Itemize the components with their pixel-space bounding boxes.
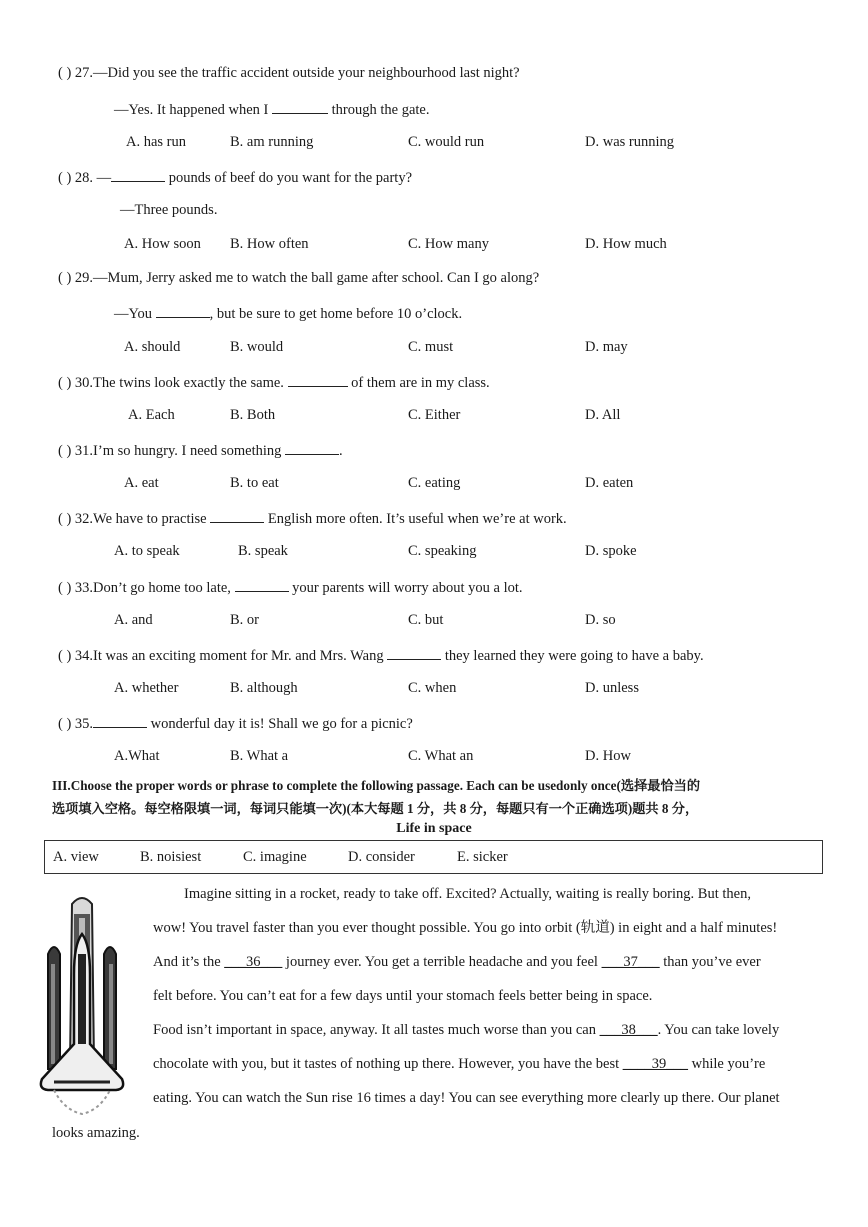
word-option-d[interactable]: D. consider [348,849,415,865]
option-b[interactable]: B. am running [230,134,314,150]
answer-paren: ( ) [58,648,72,664]
option-d[interactable]: D. How [585,748,631,764]
section-heading-line-1: III.Choose the proper words or phrase to complete the following passage. Each can be usedonly once(选择最恰当的 [52,778,701,793]
question-33: ( ) 33.Don’t go home too late, your parents will worry about you a lot. [58,577,523,597]
option-b[interactable]: B. Both [230,407,276,423]
option-c[interactable]: C. but [408,612,444,628]
blank-38[interactable]: ___38___ [599,1022,658,1038]
word-option-b[interactable]: B. noisiest [140,849,202,865]
blank[interactable] [111,167,165,182]
passage-line: Imagine sitting in a rocket, ready to take off. Excited? Actually, waiting is really boring. But then, [184,886,751,902]
question-29-answer: —You , but be sure to get home before 10 o’clock. [114,303,462,323]
question-30: ( ) 30.The twins look exactly the same. of them are in my class. [58,372,490,392]
blank[interactable] [235,577,289,592]
option-d[interactable]: D. spoke [585,543,637,559]
option-d[interactable]: D. was running [585,134,675,150]
option-b[interactable]: B. to eat [230,475,279,491]
question-27: ( ) 27.—Did you see the traffic accident outside your neighbourhood last night? [58,65,520,81]
option-a[interactable]: A. whether [114,680,179,696]
word-option-c[interactable]: C. imagine [243,849,307,865]
blank[interactable] [156,303,210,318]
answer-paren: ( ) [58,375,72,391]
blank-39[interactable]: ____39___ [622,1056,688,1072]
question-32: ( ) 32.We have to practise English more often. It’s useful when we’re at work. [58,508,567,528]
option-d[interactable]: D. unless [585,680,639,696]
option-c[interactable]: C. Either [408,407,461,423]
option-a[interactable]: A. has run [126,134,187,150]
question-34: ( ) 34.It was an exciting moment for Mr. and Mrs. Wang they learned they were going to have a baby. [58,645,704,665]
question-27-answer: —Yes. It happened when I through the gate. [114,99,429,119]
blank[interactable] [93,713,147,728]
passage-line: Food isn’t important in space, anyway. It all tastes much worse than you can ___38___. You can take lovely [153,1022,780,1038]
option-c[interactable]: C. would run [408,134,485,150]
answer-paren: ( ) [58,511,72,527]
option-d[interactable]: D. so [585,612,616,628]
answer-paren: ( ) [58,580,72,596]
option-d[interactable]: D. All [585,407,621,423]
blank[interactable] [387,645,441,660]
section-heading-line-2: 选项填入空格。每空格限填一词，每词只能填一次)(本大每题 1 分，共 8 分，每题只有一个正确选项)题共 8 分， [52,801,699,816]
option-b[interactable]: B. although [230,680,298,696]
option-a[interactable]: A. eat [124,475,159,491]
option-c[interactable]: C. eating [408,475,461,491]
answer-paren: ( ) [58,170,72,186]
option-c[interactable]: C. speaking [408,543,477,559]
passage-line: wow! You travel faster than you ever thought possible. You go into orbit (轨道) in eight and a half minutes! [153,920,778,936]
option-b[interactable]: B. What a [230,748,289,764]
blank-36[interactable]: ___36___ [224,954,283,970]
option-d[interactable]: D. How much [585,236,667,252]
option-c[interactable]: C. How many [408,236,489,252]
question-29: ( ) 29.—Mum, Jerry asked me to watch the ball game after school. Can I go along? [58,270,540,286]
option-b[interactable]: B. How often [230,236,309,252]
option-a[interactable]: A.What [114,748,160,764]
answer-paren: ( ) [58,443,72,459]
option-c[interactable]: C. when [408,680,457,696]
blank[interactable] [210,508,264,523]
passage-title: Life in space [396,821,472,836]
option-d[interactable]: D. may [585,339,628,355]
word-option-e[interactable]: E. sicker [457,849,508,865]
option-b[interactable]: B. would [230,339,284,355]
option-a[interactable]: A. should [124,339,181,355]
answer-paren: ( ) [58,65,72,81]
option-c[interactable]: C. What an [408,748,474,764]
passage-line: felt before. You can’t eat for a few days until your stomach feels better being in space. [153,988,653,1004]
word-option-a[interactable]: A. view [53,849,99,865]
answer-paren: ( ) [58,716,72,732]
passage-line: looks amazing. [52,1125,140,1141]
option-b[interactable]: B. speak [238,543,288,559]
passage-line: chocolate with you, but it tastes of nothing up there. However, you have the best ____39___ while you’re [153,1056,766,1072]
passage-line: eating. You can watch the Sun rise 16 times a day! You can see everything more clearly up there. Our planet [153,1090,780,1106]
option-a[interactable]: A. and [114,612,153,628]
blank[interactable] [285,440,339,455]
word-bank [44,840,823,874]
option-d[interactable]: D. eaten [585,475,634,491]
question-28: ( ) 28. — pounds of beef do you want for the party? [58,167,412,187]
answer-paren: ( ) [58,270,72,286]
passage-line: And it’s the ___36___ journey ever. You get a terrible headache and you feel ___37___ than you’ve ever [153,954,761,970]
option-c[interactable]: C. must [408,339,454,355]
rocket-illustration [24,894,144,1118]
question-28-answer: —Three pounds. [120,202,218,218]
question-35: ( ) 35. wonderful day it is! Shall we go for a picnic? [58,713,413,733]
option-a[interactable]: A. How soon [124,236,201,252]
blank[interactable] [288,372,348,387]
option-a[interactable]: A. to speak [114,543,180,559]
option-a[interactable]: A. Each [128,407,175,423]
question-31: ( ) 31.I’m so hungry. I need something . [58,440,343,460]
option-b[interactable]: B. or [230,612,259,628]
blank-37[interactable]: ___37___ [601,954,660,970]
blank[interactable] [272,99,328,114]
